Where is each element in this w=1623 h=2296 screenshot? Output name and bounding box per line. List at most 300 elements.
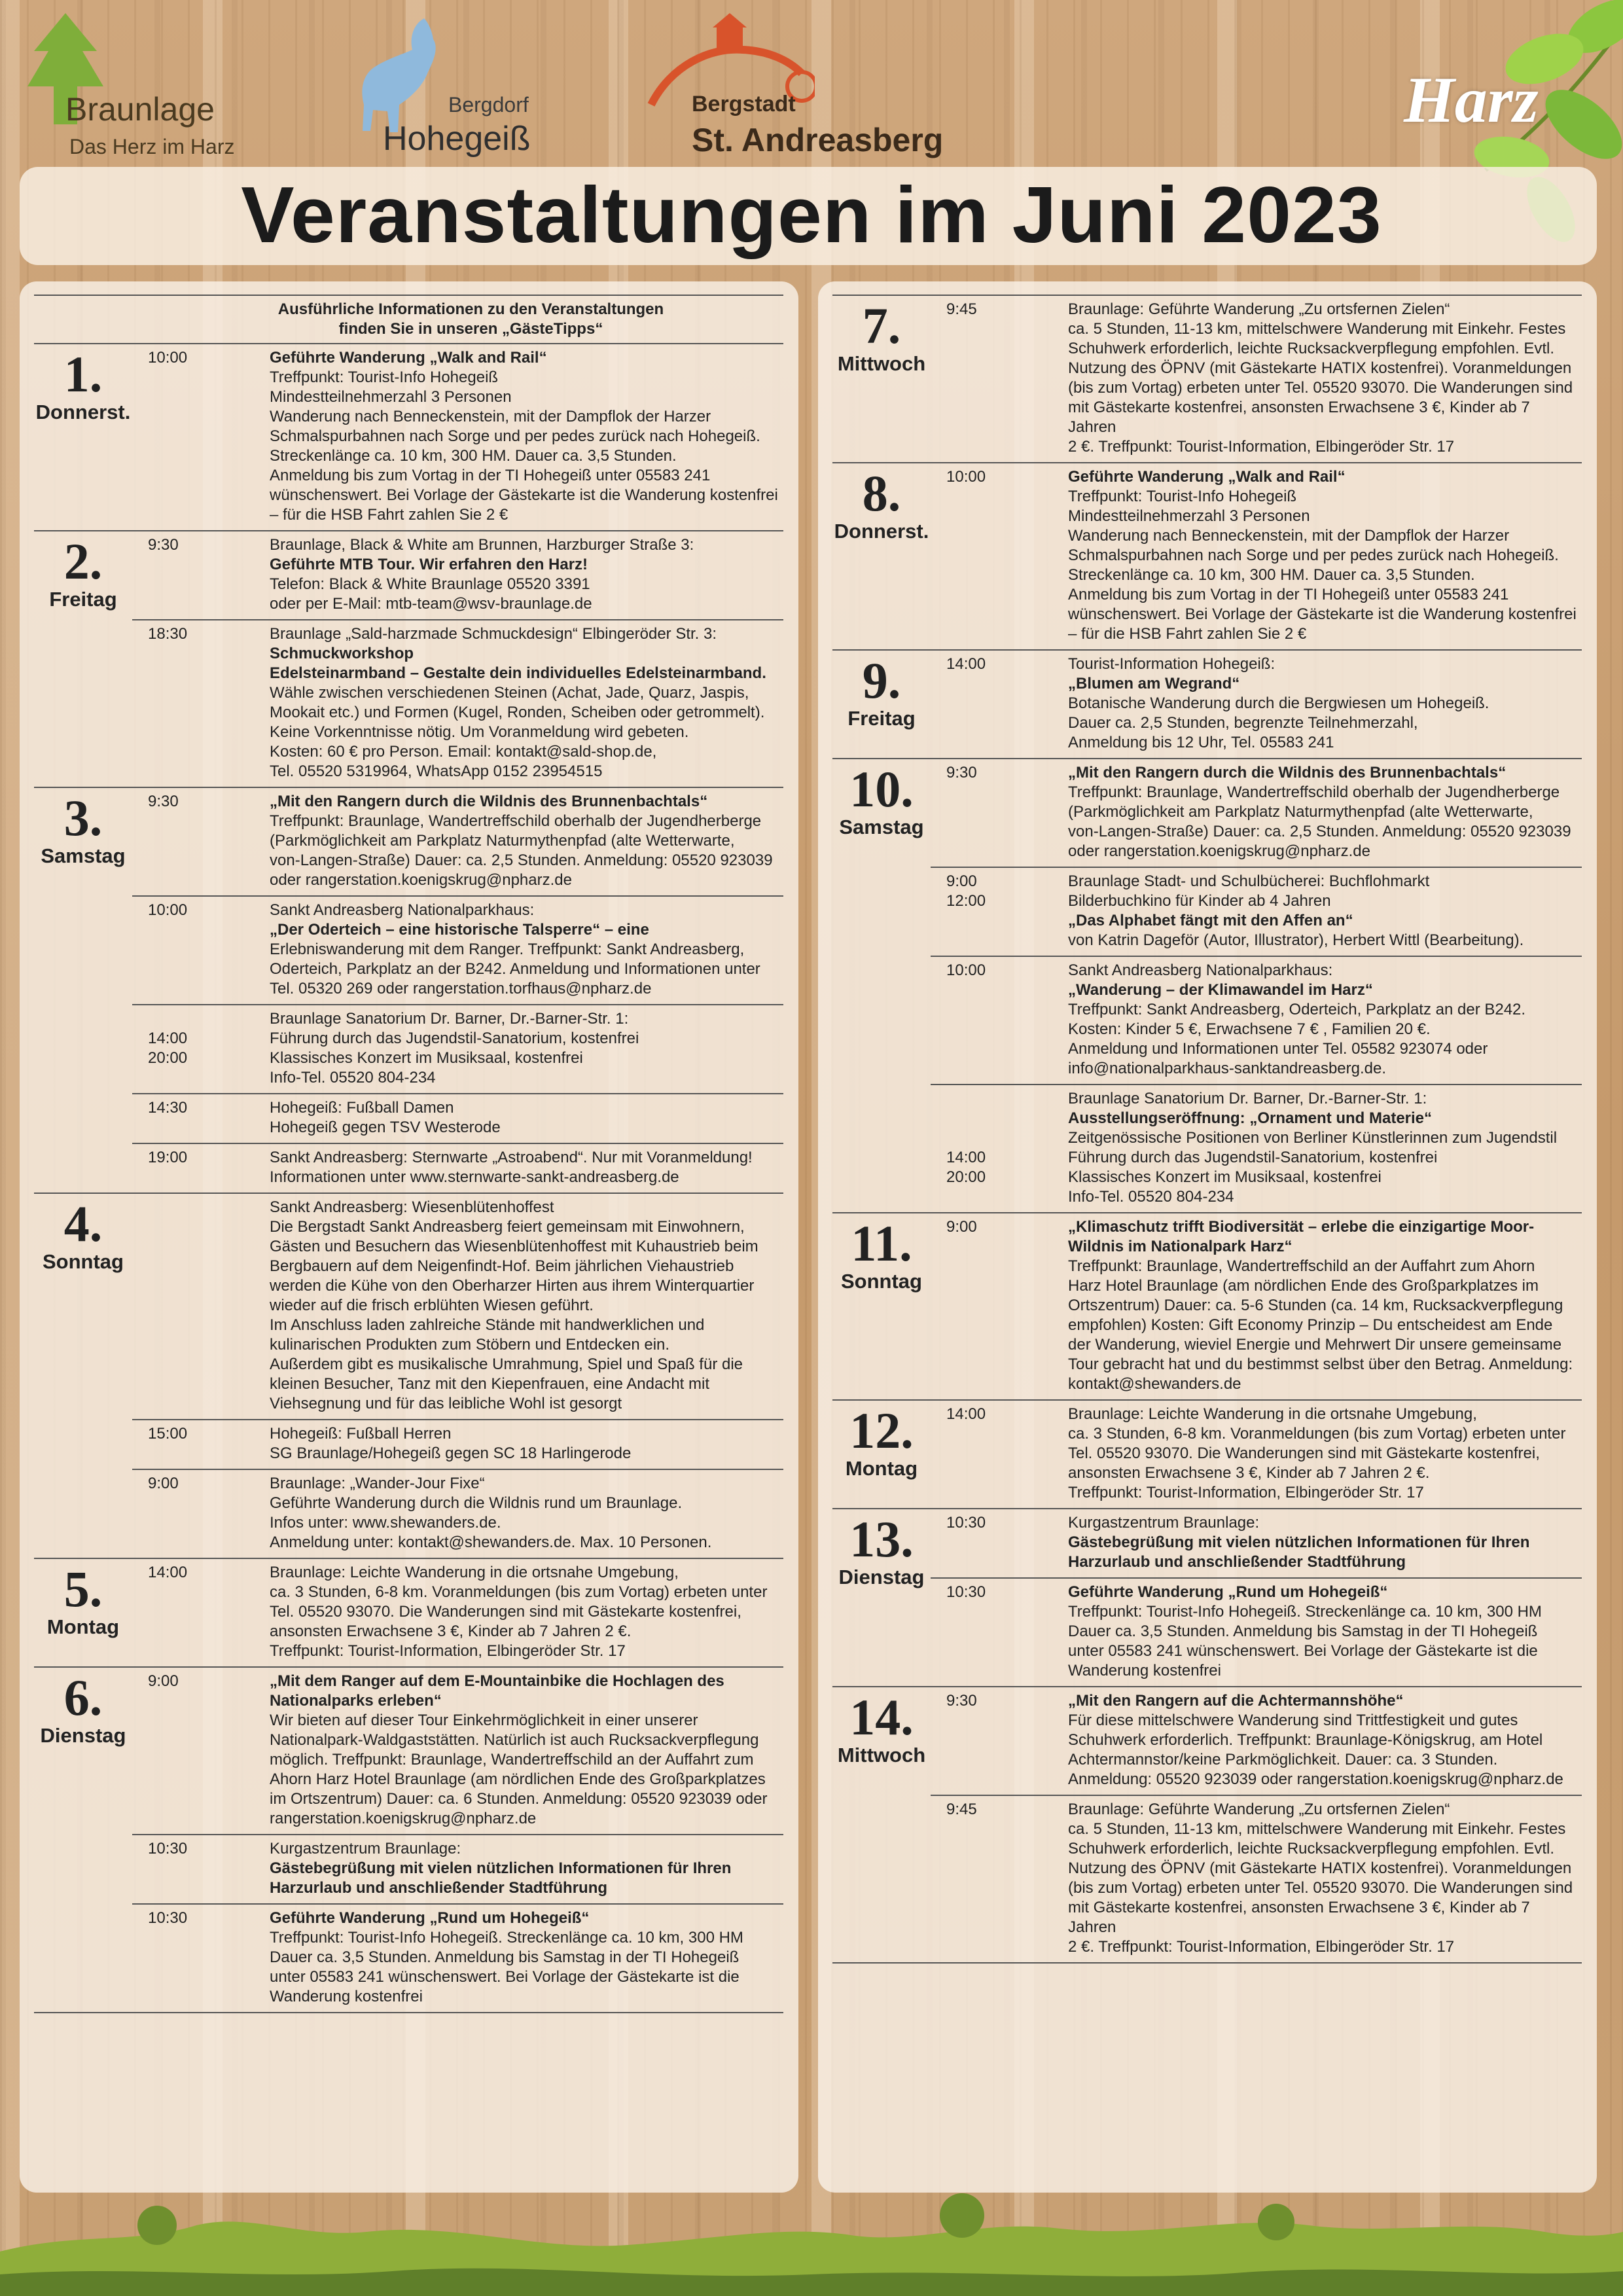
description-line: Schmalspurbahnen nach Sorge und per pedes zurück nach Hohegeiß. bbox=[1068, 547, 1559, 564]
event-entry bbox=[132, 1668, 783, 1834]
description-line: Zeitgenössische Positionen von Berliner Künstlerinnen zum Jugendstil bbox=[1068, 1129, 1558, 1147]
day-header bbox=[832, 1213, 931, 1399]
st-andreasberg-name: St. Andreasberg bbox=[692, 122, 944, 158]
description-line: Braunlage Sanatorium Dr. Barner, Dr.-Barner-Str. 1: bbox=[1068, 1090, 1427, 1107]
description-line: Die Bergstadt Sankt Andreasberg feiert gemeinsam mit Einwohnern, bbox=[270, 1218, 745, 1236]
time-line: 10:30 bbox=[148, 1909, 188, 1927]
description-line: Tour gebracht hat und du bestimmst selbst über den Betrag. Anmeldung: bbox=[1068, 1355, 1573, 1373]
time-line: 14:00 bbox=[946, 1149, 986, 1166]
day-block bbox=[832, 651, 1582, 759]
event-time bbox=[132, 1909, 270, 2007]
event-time bbox=[132, 624, 270, 781]
description-line: Außerdem gibt es musikalische Umrahmung, Spiel und Spaß für die bbox=[270, 1355, 743, 1373]
day-block bbox=[34, 1559, 783, 1668]
event-entry bbox=[132, 1194, 783, 1419]
event-time bbox=[931, 1691, 1068, 1789]
day-number: 10. bbox=[849, 761, 914, 817]
event-time bbox=[931, 872, 1068, 950]
time-line: 20:00 bbox=[946, 1168, 986, 1186]
time-line: 9:30 bbox=[148, 793, 179, 810]
description-line: Edelsteinarmband – Gestalte dein individuelles Edelsteinarmband. bbox=[270, 664, 766, 682]
description-line: von-Langen-Straße) Dauer: ca. 2,5 Stunden. Anmeldung: 05520 923039 bbox=[270, 852, 773, 869]
event-description bbox=[270, 901, 783, 999]
weekday-name: Mittwoch bbox=[837, 352, 926, 375]
weekday-name: Samstag bbox=[41, 844, 126, 867]
day-block bbox=[832, 296, 1582, 463]
description-line: Anmeldung bis 12 Uhr, Tel. 05583 241 bbox=[1068, 734, 1334, 751]
description-line: Harz Hotel Braunlage (am nördlichen Ende des Großparkplatzes im bbox=[1068, 1277, 1539, 1295]
event-description bbox=[1068, 1800, 1582, 1957]
time-line: 10:30 bbox=[946, 1583, 986, 1601]
description-line: Hohegeiß gegen TSV Westerode bbox=[270, 1119, 501, 1136]
event-list bbox=[931, 1401, 1582, 1508]
event-description bbox=[270, 348, 783, 525]
day-number: 4. bbox=[63, 1195, 103, 1252]
event-time bbox=[931, 1583, 1068, 1681]
day-block bbox=[34, 1668, 783, 2013]
description-line: Ortszentrum) Dauer: ca. 5-6 Stunden (ca. 14 km, Rucksackverpflegung bbox=[1068, 1297, 1563, 1314]
description-line: Hohegeiß: Fußball Damen bbox=[270, 1099, 454, 1117]
description-line: Geführte Wanderung „Rund um Hohegeiß“ bbox=[270, 1909, 590, 1927]
description-line: Führung durch das Jugendstil-Sanatorium, kostenfrei bbox=[270, 1030, 639, 1047]
description-line: Tel. 05520 5319964, WhatsApp 0152 23954515 bbox=[270, 762, 603, 780]
day-block bbox=[34, 788, 783, 1194]
description-line: Schuhwerk erforderlich, leichte Rucksackverpflegung empfohlen. Evtl. bbox=[1068, 1840, 1555, 1857]
event-list bbox=[132, 344, 783, 530]
description-line: Harzurlaub und anschließender Stadtführung bbox=[1068, 1553, 1406, 1571]
time-line bbox=[946, 1109, 1068, 1128]
description-line: unter 05583 241 wünschenswert. Bei Vorlage der Gästekarte ist die bbox=[1068, 1642, 1538, 1660]
time-line: 15:00 bbox=[148, 1425, 188, 1443]
description-line: wünschenswert. Bei Vorlage der Gästekarte ist die Wanderung kostenfrei bbox=[270, 486, 778, 504]
weekday-name: Sonntag bbox=[43, 1250, 124, 1273]
event-time bbox=[132, 1839, 270, 1898]
description-line: Braunlage: Geführte Wanderung „Zu ortsfernen Zielen“ bbox=[1068, 300, 1450, 318]
event-entry bbox=[132, 619, 783, 787]
day-block bbox=[34, 1194, 783, 1559]
time-line: 10:30 bbox=[148, 1840, 188, 1857]
description-line: ansonsten Erwachsene 3 €, Kinder ab 7 Jahren 2 €. bbox=[270, 1623, 632, 1640]
description-line: ca. 3 Stunden, 6-8 km. Voranmeldungen (bis zum Vortag) erbeten unter bbox=[270, 1583, 768, 1601]
description-line: „Das Alphabet fängt mit den Affen an“ bbox=[1068, 912, 1353, 929]
event-entry bbox=[931, 1213, 1582, 1399]
description-line: unter 05583 241 wünschenswert. Bei Vorlage der Gästekarte ist die bbox=[270, 1968, 740, 1986]
event-description bbox=[1068, 300, 1582, 457]
event-entry bbox=[132, 344, 783, 530]
description-line: „Mit den Rangern durch die Wildnis des Brunnenbachtals“ bbox=[1068, 764, 1507, 781]
time-line: 9:00 bbox=[946, 1218, 977, 1236]
day-header bbox=[34, 531, 132, 787]
day-header bbox=[832, 1509, 931, 1686]
event-description bbox=[270, 1098, 783, 1138]
event-time bbox=[132, 1098, 270, 1138]
description-line: Klassisches Konzert im Musiksaal, kostenfrei bbox=[270, 1049, 583, 1067]
time-line: 18:30 bbox=[148, 625, 188, 643]
description-line: 2 €. Treffpunkt: Tourist-Information, Elbingeröder Str. 17 bbox=[1068, 438, 1455, 456]
day-header bbox=[832, 1401, 931, 1508]
description-line: ca. 3 Stunden, 6-8 km. Voranmeldungen (bis zum Vortag) erbeten unter bbox=[1068, 1425, 1566, 1443]
description-line: Bergbauern auf dem Neigenfindt-Hof. Beim jährlichen Viehaustrieb bbox=[270, 1257, 734, 1275]
description-line: Sankt Andreasberg: Sternwarte „Astroabend“. Nur mit Voranmeldung! bbox=[270, 1149, 753, 1166]
description-line: Schuhwerk erforderlich. Treffpunkt: Braunlage-Königskrug, am Hotel bbox=[1068, 1731, 1543, 1749]
day-number: 1. bbox=[63, 346, 103, 403]
intro-note bbox=[34, 295, 783, 344]
time-line: 9:30 bbox=[946, 764, 977, 781]
description-line: Anmeldung bis zum Vortag in der TI Hohegeiß unter 05583 241 bbox=[1068, 586, 1509, 603]
description-line: Treffpunkt: Tourist-Info Hohegeiß bbox=[270, 368, 499, 386]
description-line: Mindestteilnehmerzahl 3 Personen bbox=[1068, 507, 1310, 525]
description-line: Oderteich, Parkplatz an der B242. Anmeldung und Informationen unter bbox=[270, 960, 760, 978]
event-entry bbox=[931, 463, 1582, 649]
description-line: ca. 5 Stunden, 11-13 km, mittelschwere Wanderung mit Einkehr. Festes bbox=[1068, 1820, 1566, 1838]
time-line: 9:00 bbox=[148, 1672, 179, 1690]
event-entry bbox=[931, 1795, 1582, 1962]
description-line: Ahorn Harz Hotel Braunlage (am nördlichen Ende des Großparkplatzes bbox=[270, 1770, 766, 1788]
description-line: kleinen Besucher, Tanz mit den Kiepenfrauen, eine Andacht mit bbox=[270, 1375, 709, 1393]
description-line: Treffpunkt: Braunlage, Wandertreffschild an der Auffahrt zum Ahorn bbox=[1068, 1257, 1535, 1275]
description-line: Sankt Andreasberg Nationalparkhaus: bbox=[270, 901, 535, 919]
event-time bbox=[931, 1089, 1068, 1207]
weekday-name: Freitag bbox=[847, 707, 916, 730]
description-line: Anmeldung unter: kontakt@shewanders.de. Max. 10 Personen. bbox=[270, 1534, 712, 1551]
braunlage-logo bbox=[26, 13, 242, 157]
description-line: – für die HSB Fahrt zahlen Sie 2 € bbox=[270, 506, 508, 524]
description-line: Harzurlaub und anschließender Stadtführung bbox=[270, 1879, 608, 1897]
time-line: 10:00 bbox=[946, 468, 986, 486]
event-description bbox=[1068, 1089, 1582, 1207]
description-line: Gästebegrüßung mit vielen nützlichen Informationen für Ihren bbox=[1068, 1534, 1530, 1551]
description-line: „Mit den Rangern auf die Achtermannshöhe“ bbox=[1068, 1692, 1404, 1710]
time-line bbox=[946, 1089, 1068, 1109]
day-number: 14. bbox=[849, 1689, 914, 1746]
description-line: „Mit dem Ranger auf dem E-Mountainbike die Hochlagen des bbox=[270, 1672, 724, 1690]
weekday-name: Dienstag bbox=[838, 1566, 925, 1588]
description-line: kontakt@shewanders.de bbox=[1068, 1375, 1241, 1393]
description-line: Achtermannstor/keine Parkmöglichkeit. Dauer: ca. 3 Stunden. bbox=[1068, 1751, 1498, 1768]
event-list bbox=[931, 1509, 1582, 1686]
description-line: Gästebegrüßung mit vielen nützlichen Informationen für Ihren bbox=[270, 1859, 732, 1877]
event-list bbox=[931, 651, 1582, 758]
description-line: Viehsegnung und für das leibliche Wohl ist gesorgt bbox=[270, 1395, 622, 1412]
time-line: 9:45 bbox=[946, 1801, 977, 1818]
description-line: mit Gästekarte kostenfrei, ansonsten Erwachsene 3 €, Kinder ab 7 Jahren bbox=[1068, 399, 1530, 436]
time-line bbox=[946, 1128, 1068, 1148]
description-line: von Katrin Dageför (Autor, Illustrator), Herbert Wittl (Bearbeitung). bbox=[1068, 931, 1524, 949]
event-description bbox=[270, 535, 783, 614]
description-line: wieder auf die frisch erblühten Wiesen geführt. bbox=[270, 1297, 594, 1314]
braunlage-name: Braunlage bbox=[65, 91, 215, 128]
description-line: „Klimaschutz trifft Biodiversität – erlebe die einzigartige Moor- bbox=[1068, 1218, 1535, 1236]
event-time bbox=[931, 1217, 1068, 1394]
description-line: Telefon: Black & White Braunlage 05520 3391 bbox=[270, 575, 590, 593]
description-line: Anmeldung und Informationen unter Tel. 05582 923074 oder bbox=[1068, 1040, 1488, 1058]
description-line: Streckenlänge ca. 10 km, 300 HM. Dauer ca. 3,5 Stunden. bbox=[1068, 566, 1475, 584]
day-number: 3. bbox=[63, 789, 103, 846]
description-line: Braunlage Stadt- und Schulbücherei: Buchflohmarkt bbox=[1068, 872, 1430, 890]
time-line: 14:30 bbox=[148, 1099, 188, 1117]
event-description bbox=[270, 1424, 783, 1463]
description-line: kulinarischen Produkten zum Stöbern und Entdecken ein. bbox=[270, 1336, 670, 1354]
day-header bbox=[832, 759, 931, 1212]
description-line: Nutzung des ÖPNV (mit Gästekarte HATIX kostenfrei). Voranmeldungen bbox=[1068, 1859, 1572, 1877]
event-list bbox=[132, 1668, 783, 2012]
day-header bbox=[832, 651, 931, 758]
description-line: Geführte Wanderung „Walk and Rail“ bbox=[1068, 468, 1346, 486]
day-block bbox=[832, 759, 1582, 1213]
event-entry bbox=[132, 1093, 783, 1143]
time-line: 9:00 bbox=[946, 872, 977, 890]
harz-logo: Harz bbox=[1404, 63, 1539, 136]
event-time bbox=[931, 961, 1068, 1079]
description-line: mit Gästekarte kostenfrei, ansonsten Erwachsene 3 €, Kinder ab 7 Jahren bbox=[1068, 1899, 1530, 1936]
description-line: Geführte Wanderung durch die Wildnis rund um Braunlage. bbox=[270, 1494, 683, 1512]
description-line: Braunlage: Leichte Wanderung in die ortsnahe Umgebung, bbox=[1068, 1405, 1477, 1423]
event-time bbox=[931, 300, 1068, 457]
day-number: 8. bbox=[862, 465, 901, 522]
day-block bbox=[34, 531, 783, 788]
description-line: Treffpunkt: Braunlage, Wandertreffschild oberhalb der Jugendherberge bbox=[1068, 783, 1560, 801]
event-time bbox=[931, 1513, 1068, 1572]
description-line: oder rangerstation.koenigskrug@npharz.de bbox=[270, 871, 572, 889]
description-line: Führung durch das Jugendstil-Sanatorium, kostenfrei bbox=[1068, 1149, 1438, 1166]
description-line: Anmeldung: 05520 923039 oder rangerstation.koenigskrug@npharz.de bbox=[1068, 1770, 1563, 1788]
event-description bbox=[270, 624, 783, 781]
weekday-name: Montag bbox=[46, 1615, 120, 1638]
description-line: Mindestteilnehmerzahl 3 Personen bbox=[270, 388, 512, 406]
description-line: Wanderung nach Benneckenstein, mit der Dampflok der Harzer bbox=[1068, 527, 1510, 545]
description-line: Infos unter: www.shewanders.de. bbox=[270, 1514, 501, 1532]
description-line: Treffpunkt: Tourist-Info Hohegeiß. Streckenlänge ca. 10 km, 300 HM bbox=[1068, 1603, 1542, 1621]
event-time bbox=[132, 901, 270, 999]
day-block bbox=[34, 344, 783, 531]
event-description bbox=[270, 1009, 783, 1088]
time-line: 14:00 bbox=[148, 1564, 188, 1581]
time-line: 10:00 bbox=[946, 961, 986, 979]
description-line: (bis zum Vortag) erbeten unter Tel. 05520 93070. Die Wanderungen sind bbox=[1068, 379, 1573, 397]
day-block bbox=[832, 463, 1582, 651]
description-line: Dauer ca. 3,5 Stunden. Anmeldung bis Samstag in der TI Hohegeiß bbox=[1068, 1623, 1538, 1640]
description-line: von-Langen-Straße) Dauer: ca. 2,5 Stunden. Anmeldung: 05520 923039 bbox=[1068, 823, 1571, 840]
right-day-list bbox=[832, 295, 1582, 1964]
event-description bbox=[270, 1909, 783, 2007]
description-line: Treffpunkt: Braunlage, Wandertreffschild oberhalb der Jugendherberge bbox=[270, 812, 762, 830]
time-line: 10:00 bbox=[148, 349, 188, 367]
event-entry bbox=[931, 956, 1582, 1084]
description-line: „Wanderung – der Klimawandel im Harz“ bbox=[1068, 981, 1373, 999]
description-line: wünschenswert. Bei Vorlage der Gästekarte ist die Wanderung kostenfrei bbox=[1068, 605, 1577, 623]
description-line: Braunlage: Leichte Wanderung in die ortsnahe Umgebung, bbox=[270, 1564, 679, 1581]
event-list bbox=[132, 788, 783, 1193]
description-line: Kosten: 60 € pro Person. Email: kontakt@sald-shop.de, bbox=[270, 743, 657, 761]
description-line: 2 €. Treffpunkt: Tourist-Information, Elbingeröder Str. 17 bbox=[1068, 1938, 1455, 1956]
description-line: info@nationalparkhaus-sanktandreasberg.de. bbox=[1068, 1060, 1387, 1077]
description-line: Wir bieten auf dieser Tour Einkehrmöglichkeit in einer unserer bbox=[270, 1712, 698, 1729]
event-entry bbox=[931, 296, 1582, 462]
description-line: Nationalparks erleben“ bbox=[270, 1692, 442, 1710]
description-line: Keine Vorkenntnisse nötig. Um Voranmeldung wird gebeten. bbox=[270, 723, 689, 741]
description-line: SG Braunlage/Hohegeiß gegen SC 18 Harlingerode bbox=[270, 1444, 632, 1462]
weekday-name: Montag bbox=[845, 1457, 918, 1480]
event-description bbox=[1068, 655, 1582, 753]
description-line: rangerstation.koenigskrug@npharz.de bbox=[270, 1810, 537, 1827]
time-line: 10:00 bbox=[148, 901, 188, 919]
description-line: Ausstellungseröffnung: „Ornament und Materie“ bbox=[1068, 1109, 1433, 1127]
description-line: Geführte Wanderung „Walk and Rail“ bbox=[270, 349, 547, 367]
landscape-silhouette-decoration bbox=[0, 2153, 1623, 2296]
event-description bbox=[1068, 1583, 1582, 1681]
description-line: Dauer ca. 2,5 Stunden, begrenzte Teilnehmerzahl, bbox=[1068, 714, 1418, 732]
event-time bbox=[132, 535, 270, 614]
description-line: Tel. 05520 93070. Die Wanderungen sind mit Gästekarte kostenfrei, bbox=[270, 1603, 741, 1621]
event-description bbox=[1068, 467, 1582, 644]
description-line: Braunlage: Geführte Wanderung „Zu ortsfernen Zielen“ bbox=[1068, 1801, 1450, 1818]
event-list bbox=[132, 531, 783, 787]
description-line: Braunlage „Sald-harzmade Schmuckdesign“ Elbingeröder Str. 3: bbox=[270, 625, 717, 643]
event-description bbox=[1068, 763, 1582, 861]
description-line: Tourist-Information Hohegeiß: bbox=[1068, 655, 1275, 673]
left-column bbox=[20, 281, 798, 2193]
time-line: 14:00 bbox=[946, 1405, 986, 1423]
event-entry bbox=[931, 1401, 1582, 1508]
event-time bbox=[931, 655, 1068, 753]
event-description bbox=[270, 792, 783, 890]
event-time bbox=[132, 1148, 270, 1187]
description-line: Wildnis im Nationalpark Harz“ bbox=[1068, 1238, 1293, 1255]
event-time bbox=[132, 1563, 270, 1661]
description-line: Treffpunkt: Tourist-Info Hohegeiß bbox=[1068, 488, 1297, 505]
description-line: „Der Oderteich – eine historische Talsperre“ – eine bbox=[270, 921, 649, 939]
weekday-name: Sonntag bbox=[841, 1270, 922, 1293]
description-line: Gästen und Besuchern das Wiesenblütenhoffest mit Kuhaustrieb beim bbox=[270, 1238, 758, 1255]
description-line: „Mit den Rangern durch die Wildnis des Brunnenbachtals“ bbox=[270, 793, 708, 810]
description-line: Kosten: Kinder 5 €, Erwachsene 7 € , Familien 20 €. bbox=[1068, 1020, 1431, 1038]
description-line: Für diese mittelschwere Wanderung sind Trittfestigkeit und gutes bbox=[1068, 1712, 1518, 1729]
description-line: Mookait etc.) und Formen (Kugel, Ronden, Scheiben oder getrommelt). bbox=[270, 704, 765, 721]
event-list bbox=[931, 1213, 1582, 1399]
event-description bbox=[1068, 1405, 1582, 1503]
event-time bbox=[931, 763, 1068, 861]
event-entry bbox=[132, 895, 783, 1004]
description-line: Sankt Andreasberg: Wiesenblütenhoffest bbox=[270, 1198, 554, 1216]
event-entry bbox=[132, 1419, 783, 1469]
event-description bbox=[270, 1148, 783, 1187]
description-line: Wanderung nach Benneckenstein, mit der Dampflok der Harzer bbox=[270, 408, 711, 425]
description-line: Info-Tel. 05520 804-234 bbox=[1068, 1188, 1234, 1206]
day-number: 9. bbox=[862, 652, 901, 709]
event-entry bbox=[931, 651, 1582, 758]
hohegeiss-prefix: Bergdorf bbox=[448, 93, 529, 117]
time-line: 12:00 bbox=[946, 892, 986, 910]
event-time bbox=[132, 348, 270, 525]
time-line: 19:00 bbox=[148, 1149, 188, 1166]
description-line: Anmeldung bis zum Vortag in der TI Hohegeiß unter 05583 241 bbox=[270, 467, 711, 484]
description-line: Wähle zwischen verschiedenen Steinen (Achat, Jade, Quarz, Jaspis, bbox=[270, 684, 749, 702]
event-entry bbox=[931, 759, 1582, 867]
time-line: 9:00 bbox=[148, 1475, 179, 1492]
description-line: Sankt Andreasberg Nationalparkhaus: bbox=[1068, 961, 1333, 979]
event-entry bbox=[931, 1084, 1582, 1212]
day-block bbox=[832, 1401, 1582, 1509]
description-line: Streckenlänge ca. 10 km, 300 HM. Dauer ca. 3,5 Stunden. bbox=[270, 447, 677, 465]
event-description bbox=[1068, 961, 1582, 1079]
event-entry bbox=[931, 1577, 1582, 1686]
description-line: Bilderbuchkino für Kinder ab 4 Jahren bbox=[1068, 892, 1331, 910]
description-line: im Ortszentrum) Dauer: ca. 6 Stunden. Anmeldung: 05520 923039 oder bbox=[270, 1790, 768, 1808]
event-time bbox=[931, 1800, 1068, 1957]
event-time bbox=[132, 1198, 270, 1414]
event-entry bbox=[132, 1903, 783, 2012]
event-description bbox=[1068, 872, 1582, 950]
description-line: (Parkmöglichkeit am Parkplatz Naturmythenpfad (alte Wetterwarte, bbox=[270, 832, 735, 850]
description-line: Treffpunkt: Tourist-Info Hohegeiß. Streckenlänge ca. 10 km, 300 HM bbox=[270, 1929, 743, 1946]
event-entry bbox=[132, 1469, 783, 1558]
day-number: 13. bbox=[849, 1511, 914, 1568]
description-line: Nutzung des ÖPNV (mit Gästekarte HATIX kostenfrei). Voranmeldungen bbox=[1068, 359, 1572, 377]
time-line: 14:00 bbox=[148, 1030, 188, 1047]
event-entry bbox=[132, 788, 783, 895]
description-line: Braunlage, Black & White am Brunnen, Harzburger Straße 3: bbox=[270, 536, 694, 554]
description-line: Schuhwerk erforderlich, leichte Rucksackverpflegung empfohlen. Evtl. bbox=[1068, 340, 1555, 357]
day-number: 6. bbox=[63, 1669, 103, 1726]
day-header bbox=[832, 1687, 931, 1962]
description-line: Schmuckworkshop bbox=[270, 645, 414, 662]
event-description bbox=[270, 1839, 783, 1898]
description-line: Klassisches Konzert im Musiksaal, kostenfrei bbox=[1068, 1168, 1382, 1186]
description-line: – für die HSB Fahrt zahlen Sie 2 € bbox=[1068, 625, 1307, 643]
event-entry bbox=[132, 1559, 783, 1666]
day-block bbox=[832, 1509, 1582, 1687]
description-line: Braunlage: „Wander-Jour Fixe“ bbox=[270, 1475, 485, 1492]
day-number: 2. bbox=[63, 533, 103, 590]
event-list bbox=[931, 759, 1582, 1212]
event-time bbox=[132, 792, 270, 890]
day-header bbox=[34, 1559, 132, 1666]
description-line: möglich. Treffpunkt: Braunlage, Wandertreffschild an der Auffahrt zum bbox=[270, 1751, 754, 1768]
description-line: Erlebniswanderung mit dem Ranger. Treffpunkt: Sankt Andreasberg, bbox=[270, 941, 745, 958]
description-line: Info-Tel. 05520 804-234 bbox=[270, 1069, 436, 1086]
description-line: Schmalspurbahnen nach Sorge und per pedes zurück nach Hohegeiß. bbox=[270, 427, 760, 445]
event-list bbox=[931, 1687, 1582, 1962]
description-line: werden die Kühe von den Oberharzer Hirten aus ihrem Winterquartier bbox=[270, 1277, 755, 1295]
event-entry bbox=[931, 867, 1582, 956]
event-description bbox=[1068, 1217, 1582, 1394]
st-andreasberg-logo bbox=[645, 13, 944, 158]
description-line: Treffpunkt: Tourist-Information, Elbingeröder Str. 17 bbox=[270, 1642, 626, 1660]
right-column bbox=[818, 281, 1597, 2193]
description-line: Dauer ca. 3,5 Stunden. Anmeldung bis Samstag in der TI Hohegeiß bbox=[270, 1948, 740, 1966]
time-line bbox=[148, 1198, 270, 1217]
day-block bbox=[832, 1687, 1582, 1964]
description-line: oder per E-Mail: mtb-team@wsv-braunlage.de bbox=[270, 595, 592, 613]
weekday-name: Donnerst. bbox=[35, 401, 131, 423]
day-header bbox=[34, 1668, 132, 2012]
event-list bbox=[132, 1194, 783, 1558]
description-line: der Wanderung, wieviel Energie und Mehrwert Dir unsere gemeinsame bbox=[1068, 1336, 1562, 1354]
description-line: empfohlen) Kosten: Gift Economy Prinzip – Du entscheidest am Ende bbox=[1068, 1316, 1553, 1334]
weekday-name: Samstag bbox=[839, 816, 924, 838]
time-line: 20:00 bbox=[148, 1049, 188, 1067]
time-line: 14:00 bbox=[946, 655, 986, 673]
description-line: ansonsten Erwachsene 3 €, Kinder ab 7 Jahren 2 €. bbox=[1068, 1464, 1430, 1482]
day-block bbox=[832, 1213, 1582, 1401]
event-list bbox=[132, 1559, 783, 1666]
event-description bbox=[270, 1198, 783, 1414]
event-time bbox=[132, 1672, 270, 1829]
event-entry bbox=[132, 531, 783, 619]
intro-line: finden Sie in unseren „GästeTipps“ bbox=[338, 320, 603, 338]
day-header bbox=[832, 463, 931, 649]
event-entry bbox=[931, 1687, 1582, 1795]
